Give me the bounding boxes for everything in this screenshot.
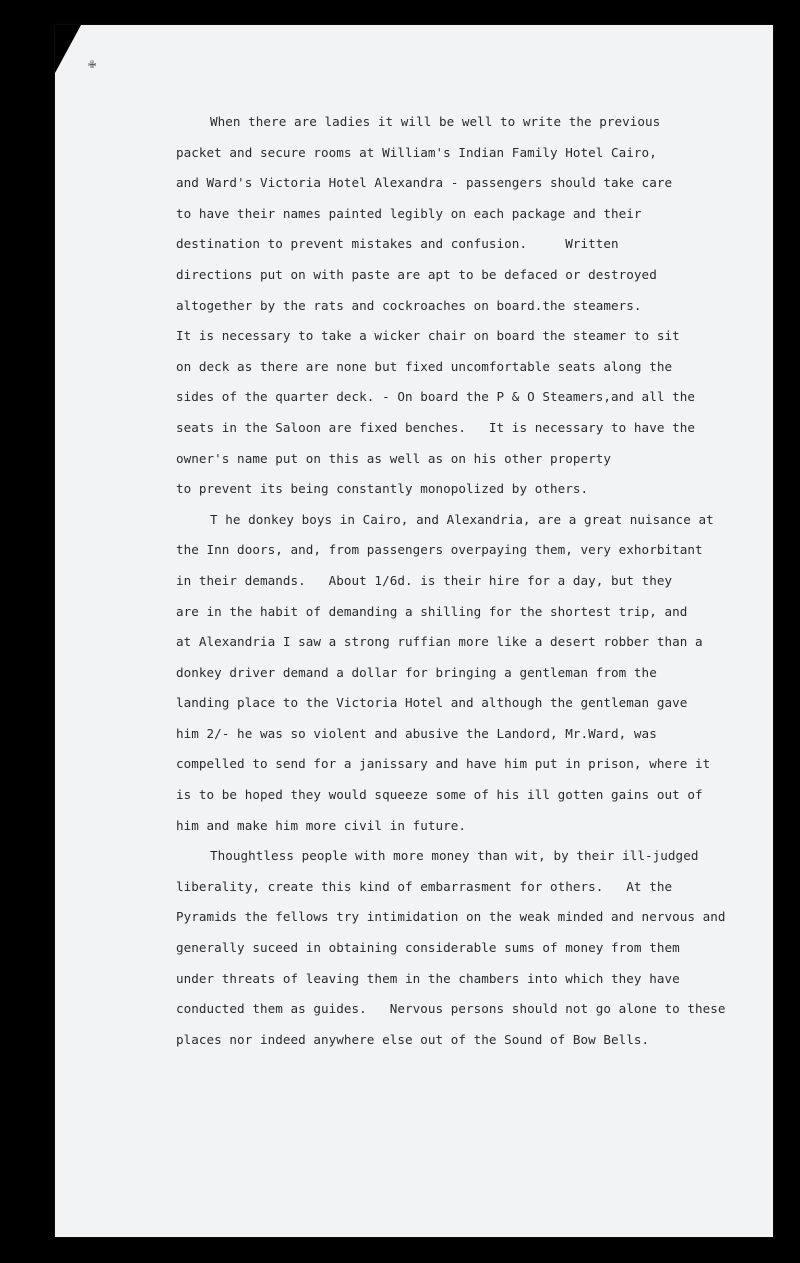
text-line: donkey driver demand a dollar for bringing a gentleman from the xyxy=(176,664,657,680)
text-line: compelled to send for a janissary and have him put in prison, where it xyxy=(176,756,711,772)
margin-mark: ✙ xyxy=(88,60,97,71)
text-line: on deck as there are none but fixed uncomfortable seats along the xyxy=(176,358,673,374)
torn-corner xyxy=(55,25,81,73)
text-line: liberality, create this kind of embarrasment for others. At the xyxy=(176,878,673,894)
text-line: altogether by the rats and cockroaches on board.the steamers. xyxy=(176,297,642,313)
text-line: is to be hoped they would squeeze some of his ill gotten gains out of xyxy=(176,787,703,803)
text-line: and Ward's Victoria Hotel Alexandra - passengers should take care xyxy=(176,175,673,191)
text-line: generally suceed in obtaining considerable sums of money from them xyxy=(176,940,680,956)
text-line: are in the habit of demanding a shilling for the shortest trip, and xyxy=(176,603,688,619)
text-line: directions put on with paste are apt to be defaced or destroyed xyxy=(176,266,657,282)
text-line: T he donkey boys in Cairo, and Alexandria, are a great nuisance at xyxy=(210,511,714,527)
text-line: to prevent its being constantly monopolized by others. xyxy=(176,481,589,497)
text-line: him 2/- he was so violent and abusive the Landord, Mr.Ward, was xyxy=(176,725,657,741)
text-line: to have their names painted legibly on each package and their xyxy=(176,205,642,221)
text-line: him and make him more civil in future. xyxy=(176,817,467,833)
text-line: When there are ladies it will be well to write the previous xyxy=(210,114,661,129)
text-line: the Inn doors, and, from passengers overpaying them, very exhorbitant xyxy=(176,542,703,558)
typed-text-block xyxy=(176,107,741,1055)
text-line: Thoughtless people with more money than wit, by their ill-judged xyxy=(210,848,699,864)
text-line: packet and secure rooms at William's Indian Family Hotel Cairo, xyxy=(176,144,657,160)
text-line: Pyramids the fellows try intimidation on the weak minded and nervous and xyxy=(176,909,726,925)
text-line: conducted them as guides. Nervous persons should not go alone to these xyxy=(176,1001,726,1017)
text-line: sides of the quarter deck. - On board the P & O Steamers,and all the xyxy=(176,389,695,405)
text-line: places nor indeed anywhere else out of the Sound of Bow Bells. xyxy=(176,1031,650,1047)
text-line: seats in the Saloon are fixed benches. It is necessary to have the xyxy=(176,419,695,435)
text-line: owner's name put on this as well as on his other property xyxy=(176,450,612,466)
text-line: at Alexandria I saw a strong ruffian more like a desert robber than a xyxy=(176,634,703,650)
text-line: in their demands. About 1/6d. is their hire for a day, but they xyxy=(176,572,673,588)
text-line: It is necessary to take a wicker chair on board the steamer to sit xyxy=(176,328,680,344)
text-line: destination to prevent mistakes and confusion. Written xyxy=(176,236,619,252)
text-line: under threats of leaving them in the chambers into which they have xyxy=(176,970,680,986)
text-line: landing place to the Victoria Hotel and although the gentleman gave xyxy=(176,695,688,711)
